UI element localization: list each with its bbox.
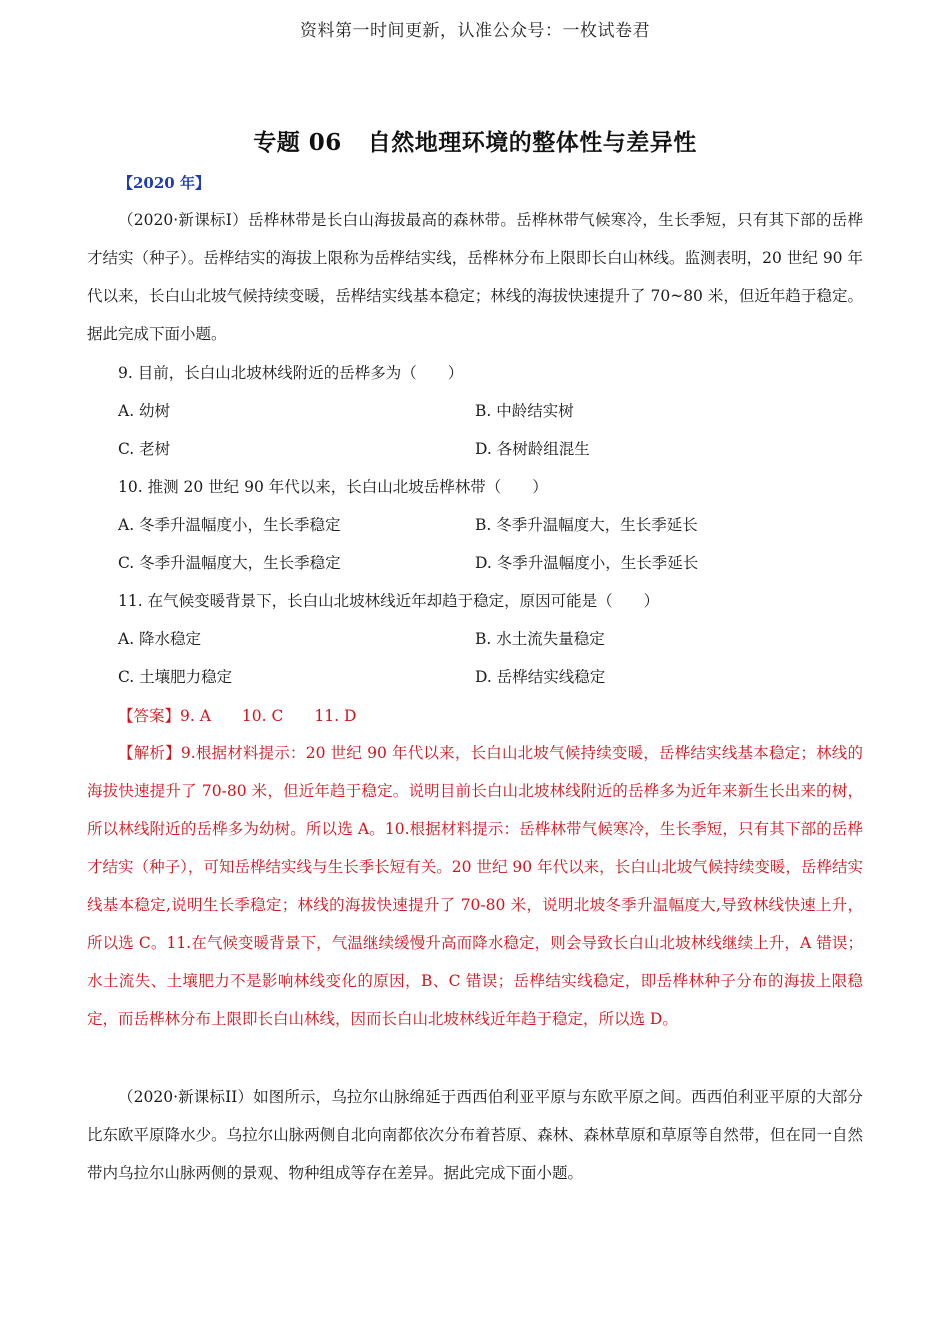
question-11-option-b: B. 水土流失量稳定: [475, 630, 605, 648]
question-9-option-c: C. 老树: [118, 440, 171, 458]
passage-1: （2020·新课标I）岳桦林带是长白山海拔最高的森林带。岳桦林带气候寒冷，生长季短，只有其下部的岳桦才结实（种子）。岳桦结实的海拔上限称为岳桦结实线，岳桦林分布上限即长白山林线。监测表明，20 世纪 90 年代以来，长白山北坡气候持续变暖，岳桦结实线基本稳定；林线的海拔快速提升了 70~80 米，但近年趋于稳定。据此完成下面小题。: [87, 211, 863, 343]
question-11-option-c: C. 土壤肥力稳定: [118, 668, 233, 686]
passage-2: （2020·新课标II）如图所示，乌拉尔山脉绵延于西西伯利亚平原与东欧平原之间。西西伯利亚平原的大部分比东欧平原降水少。乌拉尔山脉两侧自北向南都依次分布着苔原、森林、森林草原和草原等自然带，但在同一自然带内乌拉尔山脉两侧的景观、物种组成等存在差异。据此完成下面小题。: [87, 1088, 863, 1182]
question-10-option-d: D. 冬季升温幅度小，生长季延长: [475, 554, 699, 572]
question-9-option-a: A. 幼树: [118, 402, 171, 420]
answer-text: 9. A 10. C 11. D: [180, 707, 357, 725]
page-header: 资料第一时间更新，认准公众号：一枚试卷君: [300, 21, 650, 41]
question-9-stem: 9. 目前，长白山北坡林线附近的岳桦多为（ ）: [118, 364, 464, 382]
question-10-option-b: B. 冬季升温幅度大，生长季延长: [475, 516, 698, 534]
answer-line: [118, 704, 356, 726]
question-9-option-b: B. 中龄结实树: [475, 402, 574, 420]
year-tag: 【2020 年】: [118, 174, 210, 192]
answer-label: 【答案】: [118, 707, 181, 725]
question-11-stem: 11. 在气候变暖背景下，长白山北坡林线近年却趋于稳定，原因可能是（ ）: [118, 592, 660, 610]
question-10-option-a: A. 冬季升温幅度小，生长季稳定: [118, 516, 341, 534]
question-10-option-c: C. 冬季升温幅度大，生长季稳定: [118, 554, 341, 572]
question-11-option-d: D. 岳桦结实线稳定: [475, 668, 606, 686]
analysis-paragraph: [87, 734, 863, 1038]
analysis-label: 【解析】: [118, 744, 181, 762]
page-title: [0, 124, 950, 157]
question-9-option-d: D. 各树龄组混生: [475, 440, 590, 458]
title-text: 自然地理环境的整体性与差异性: [367, 129, 697, 156]
title-number: 专题 06: [253, 129, 342, 156]
question-10-stem: 10. 推测 20 世纪 90 年代以来，长白山北坡岳桦林带（ ）: [118, 478, 548, 496]
question-11-option-a: A. 降水稳定: [118, 630, 202, 648]
analysis-text: 9.根据材料提示：20 世纪 90 年代以来，长白山北坡气候持续变暖，岳桦结实线基本稳定；林线的海拔快速提升了 70-80 米，但近年趋于稳定。说明目前长白山北坡林线附近的岳桦多为近年来新生长出来的树，所以林线附近的岳桦多为幼树。所以选 A。10.根据材料提示：岳桦林带气候寒冷，生长季短，只有其下部的岳桦才结实（种子），可知岳桦结实线与生长季长短有关。20 世纪 90 年代以来，长白山北坡气候持续变暖，岳桦结实线基本稳定,说明生长季稳定；林线的海拔快速提升了 70-80 米，说明北坡冬季升温幅度大,导致林线快速上升，所以选 C。11.在气候变暖背景下，气温继续缓慢升高而降水稳定，则会导致长白山北坡林线继续上升，A 错误；水土流失、土壤肥力不是影响林线变化的原因，B、C 错误；岳桦结实线稳定，即岳桦林种子分布的海拔上限稳定，而岳桦林分布上限即长白山林线，因而长白山北坡林线近年趋于稳定，所以选 D。: [87, 744, 863, 1028]
